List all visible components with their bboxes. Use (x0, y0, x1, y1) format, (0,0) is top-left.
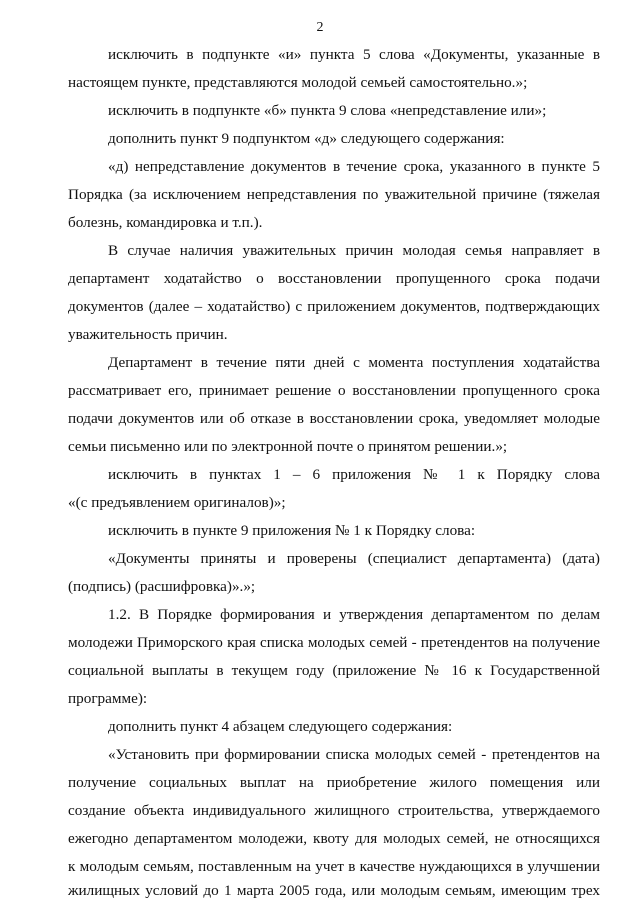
text-line: В случае наличия уважительных причин молодая семья направляет в (108, 242, 600, 259)
text-line: болезнь, командировка и т.п.). (68, 214, 263, 231)
text-line: исключить в подпункте «и» пункта 5 слова «Документы, указанные в (108, 46, 600, 63)
text-line: молодежи Приморского края списка молодых семей - претендентов на получение (68, 634, 600, 651)
text-line: ежегодно департаментом молодежи, квоту для молодых семей, не относящихся (68, 830, 600, 847)
text-line: создание объекта индивидуального жилищного строительства, утверждаемого (68, 802, 600, 819)
text-line: «(с предъявлением оригиналов)»; (68, 494, 286, 511)
text-line: 1.2. В Порядке формирования и утверждения департаментом по делам (108, 606, 600, 623)
text-line: подачи документов или об отказе в восстановлении срока, уведомляет молодые (68, 410, 600, 427)
text-line: департамент ходатайство о восстановлении пропущенного срока подачи (68, 270, 600, 287)
text-line: «д) непредставление документов в течение срока, указанного в пункте 5 (108, 158, 600, 175)
text-line: настоящем пункте, представляются молодой семьей самостоятельно.»; (68, 74, 528, 91)
text-line: исключить в пункте 9 приложения № 1 к Порядку слова: (108, 522, 476, 539)
text-line: «Установить при формировании списка молодых семей - претендентов на (108, 746, 600, 763)
text-line: получение социальных выплат на приобретение жилого помещения или (68, 774, 600, 791)
text-line: социальной выплаты в текущем году (приложение № 16 к Государственной (68, 662, 600, 679)
text-line: дополнить пункт 9 подпунктом «д» следующего содержания: (108, 130, 505, 147)
text-line: Порядка (за исключением непредставления по уважительной причине (тяжелая (68, 186, 600, 203)
text-line: «Документы приняты и проверены (специалист департамента) (дата) (108, 550, 600, 567)
text-line: рассматривает его, принимает решение о восстановлении пропущенного срока (68, 382, 600, 399)
text-line: (подпись) (расшифровка)».»; (68, 578, 256, 595)
text-line: дополнить пункт 4 абзацем следующего содержания: (108, 718, 453, 735)
text-line: уважительность причин. (68, 326, 228, 343)
text-line: исключить в подпункте «б» пункта 9 слова «непредставление или»; (108, 102, 547, 119)
page-number: 2 (316, 20, 324, 35)
text-line: к молодым семьям, поставленным на учет в качестве нуждающихся в улучшении (68, 858, 600, 875)
text-line: семьи письменно или по электронной почте о принятом решении.»; (68, 438, 508, 455)
text-line: жилищных условий до 1 марта 2005 года, или молодым семьям, имеющим трех (68, 882, 600, 899)
text-line: Департамент в течение пяти дней с момента поступления ходатайства (108, 354, 600, 371)
text-line: программе): (68, 690, 148, 707)
text-line: документов (далее – ходатайство) с приложением документов, подтверждающих (68, 298, 600, 315)
text-line: исключить в пунктах 1 – 6 приложения № 1 к Порядку слова (108, 466, 600, 483)
